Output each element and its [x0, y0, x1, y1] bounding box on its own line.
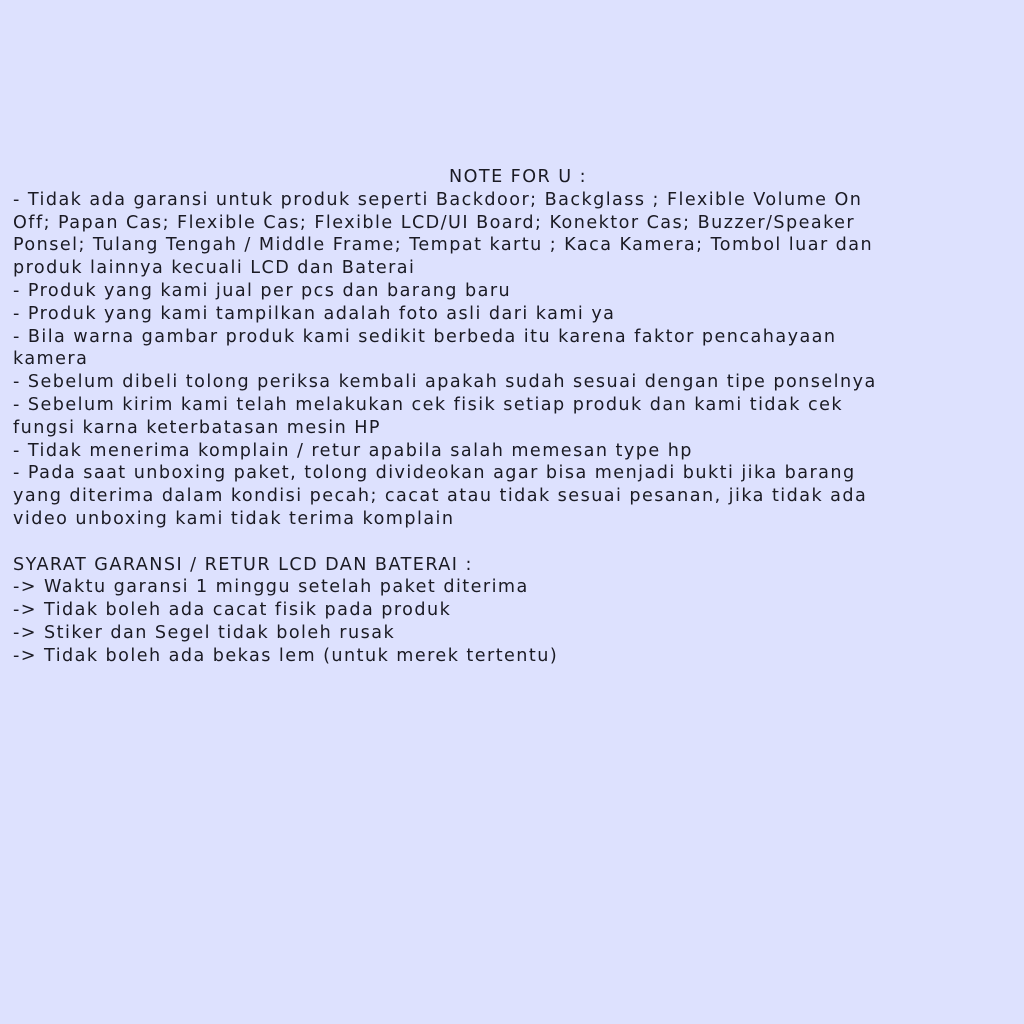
note-line: - Produk yang kami jual per pcs dan barang baru — [13, 280, 512, 301]
note-line: - Tidak ada garansi untuk produk seperti Backdoor; Backglass ; Flexible Volume On — [13, 189, 863, 210]
note-line: - Tidak menerima komplain / retur apabila salah memesan type hp — [13, 440, 693, 461]
text-content — [13, 166, 1013, 668]
note-line: fungsi karna keterbatasan mesin HP — [13, 417, 381, 438]
note-line: yang diterima dalam kondisi pecah; cacat atau tidak sesuai pesanan, jika tidak ada — [13, 486, 868, 507]
note-line: produk lainnya kecuali LCD dan Baterai — [13, 258, 416, 279]
note-line: - Produk yang kami tampilkan adalah foto asli dari kami ya — [13, 303, 616, 324]
section-spacer — [13, 531, 1013, 554]
warranty-line: -> Waktu garansi 1 minggu setelah paket diterima — [13, 577, 529, 598]
note-line: - Sebelum kirim kami telah melakukan cek fisik setiap produk dan kami tidak cek — [13, 394, 843, 415]
note-line: - Pada saat unboxing paket, tolong divideokan agar bisa menjadi bukti jika barang — [13, 463, 856, 484]
note-line: kamera — [13, 349, 89, 370]
warranty-title: SYARAT GARANSI / RETUR LCD DAN BATERAI : — [13, 554, 473, 575]
warranty-line: -> Tidak boleh ada bekas lem (untuk merek tertentu) — [13, 645, 559, 666]
note-line: Ponsel; Tulang Tengah / Middle Frame; Tempat kartu ; Kaca Kamera; Tombol luar dan — [13, 235, 874, 256]
warranty-line: -> Stiker dan Segel tidak boleh rusak — [13, 622, 396, 643]
note-line: video unboxing kami tidak terima komplain — [13, 508, 455, 529]
note-line: - Sebelum dibeli tolong periksa kembali apakah sudah sesuai dengan tipe ponselnya — [13, 372, 877, 393]
note-line: Off; Papan Cas; Flexible Cas; Flexible LCD/UI Board; Konektor Cas; Buzzer/Speaker — [13, 212, 856, 233]
warranty-line: -> Tidak boleh ada cacat fisik pada produk — [13, 600, 452, 621]
note-title: NOTE FOR U : — [448, 167, 588, 187]
note-line: - Bila warna gambar produk kami sedikit berbeda itu karena faktor pencahayaan — [13, 326, 837, 347]
